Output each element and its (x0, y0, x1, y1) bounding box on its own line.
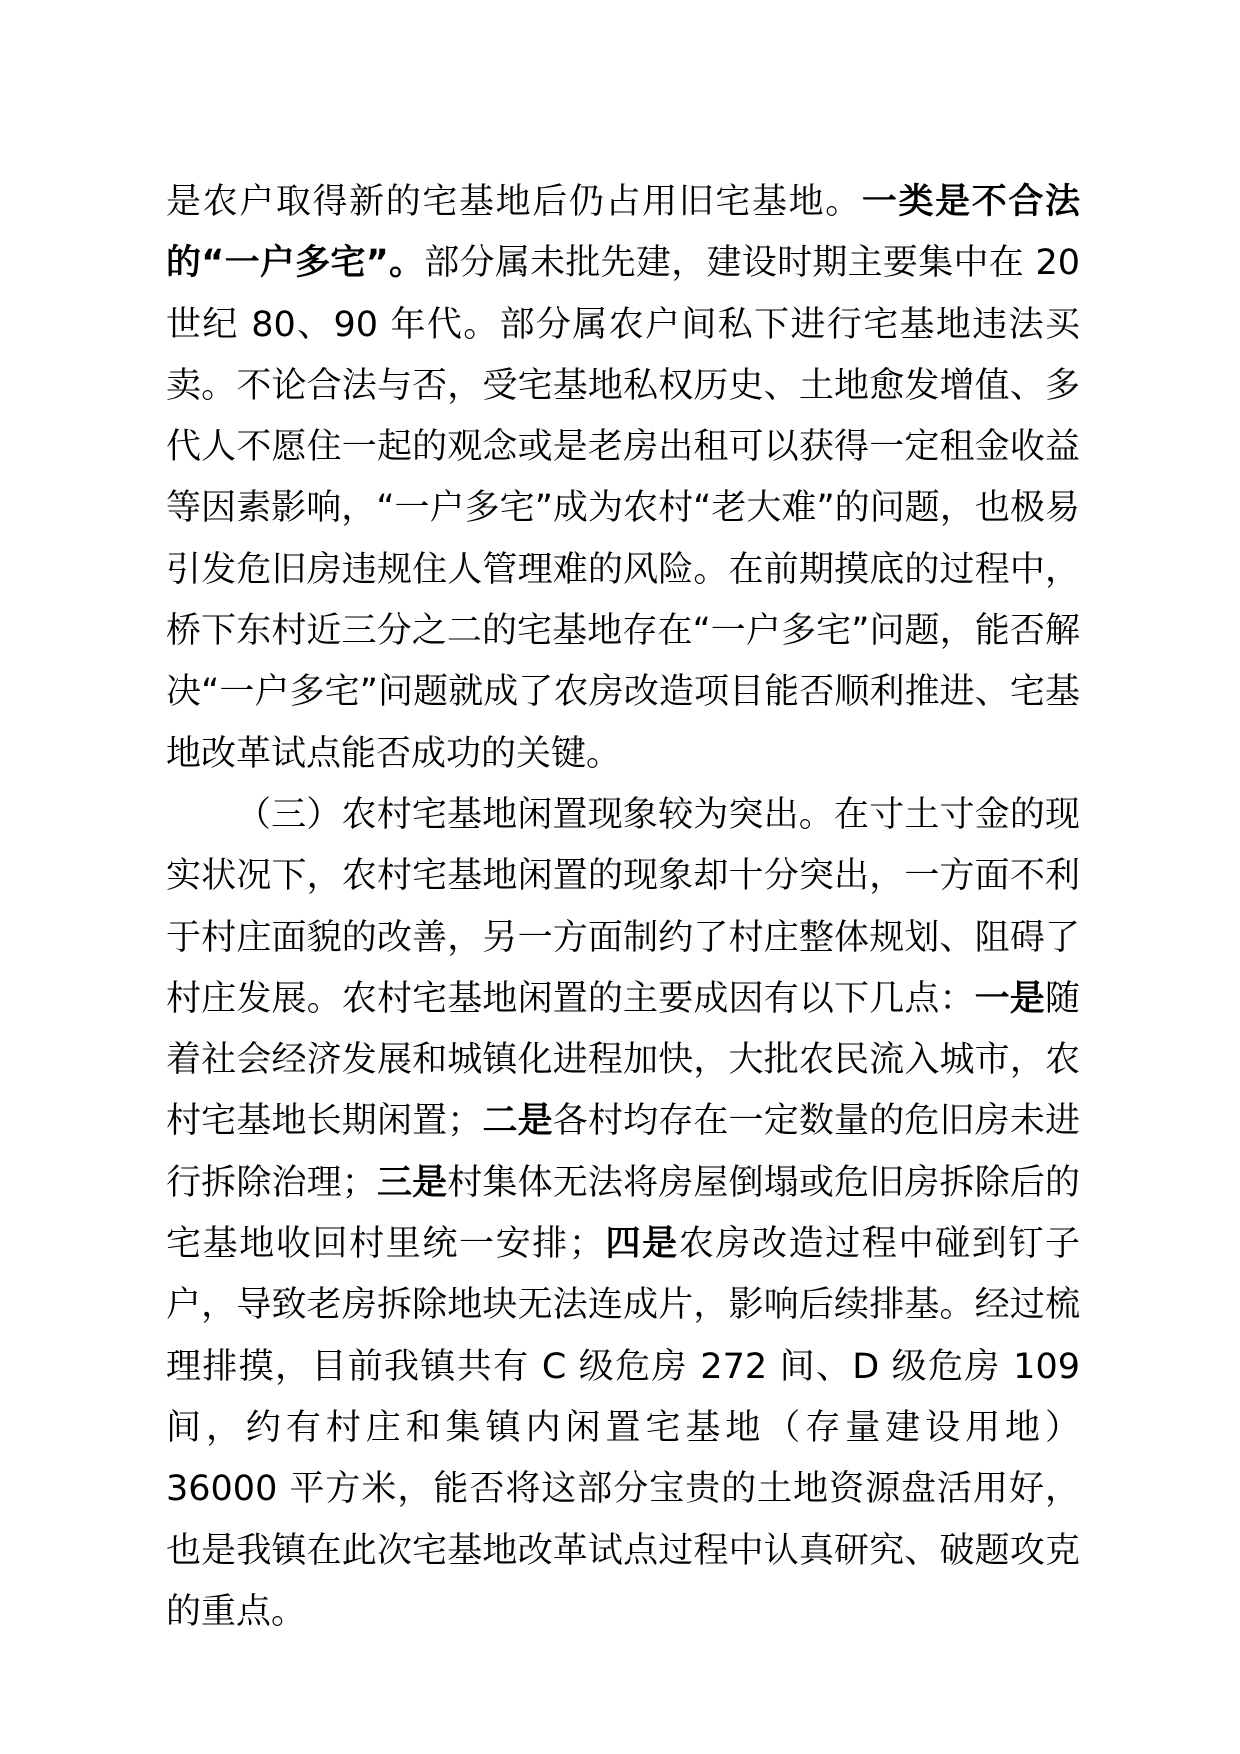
paragraph-2-text-1: （三）农村宅基地闲置现象较为突出。在寸土寸金的现实状况下，农村宅基地闲置的现象却十分突出，一方面不利于村庄面貌的改善，另一方面制约了村庄整体规划、阻碍了村庄发展。农村宅基地闲置的主要成因有以下几点： (166, 794, 1080, 1019)
paragraph-1-text-2: 部分属未批先建，建设时期主要集中在 20 世纪 80、90 年代。部分属农户间私下进行宅基地违法买卖。不论合法与否，受宅基地私权历史、土地愈发增值、多代人不愿住一起的观念或是老房出租可以获得一定租金收益等因素影响，“一户多宅”成为农村“老大难”的问题，也极易引发危旧房违规住人管理难的风险。在前期摸底的过程中，桥下东村近三分之二的宅基地存在“一户多宅”问题，能否解决“一户多宅”问题就成了农房改造项目能否顺利推进、宅基地改革试点能否成功的关键。 (166, 243, 1080, 774)
paragraph-2 (166, 785, 1080, 1643)
paragraph-2-text-3: 各村均存在一定数量的危旧房未进行拆除治理； (166, 1101, 1080, 1203)
paragraph-2-bold-1: 一是 (974, 978, 1045, 1019)
paragraph-2-bold-3: 三是 (376, 1162, 448, 1203)
paragraph-1-bold-heading: 一类是不合法的“一户多宅”。 (166, 182, 1080, 284)
paragraph-2-text-2: 随着社会经济发展和城镇化进程加快，大批农民流入城市，农村宅基地长期闲置； (166, 978, 1080, 1142)
paragraph-1 (166, 172, 1080, 785)
paragraph-2-text-4: 村集体无法将房屋倒塌或危旧房拆除后的宅基地收回村里统一安排； (166, 1162, 1080, 1265)
document-body (166, 172, 1080, 1643)
paragraph-2-text-5: 农房改造过程中碰到钉子户，导致老房拆除地块无法连成片，影响后续排基。经过梳理排摸，目前我镇共有 C 级危房 272 间、D 级危房 109 间，约有村庄和集镇内闲置宅基地（存量建设用地）36000 平方米，能否将这部分宝贵的土地资源盘活用好，也是我镇在此次宅基地改革试点过程中认真研究、破题攻克的重点。 (166, 1224, 1080, 1632)
paragraph-1-text-1: 是农户取得新的宅基地后仍占用旧宅基地。 (166, 182, 862, 222)
paragraph-2-bold-2: 二是 (482, 1101, 553, 1142)
paragraph-2-bold-4: 四是 (603, 1224, 679, 1265)
